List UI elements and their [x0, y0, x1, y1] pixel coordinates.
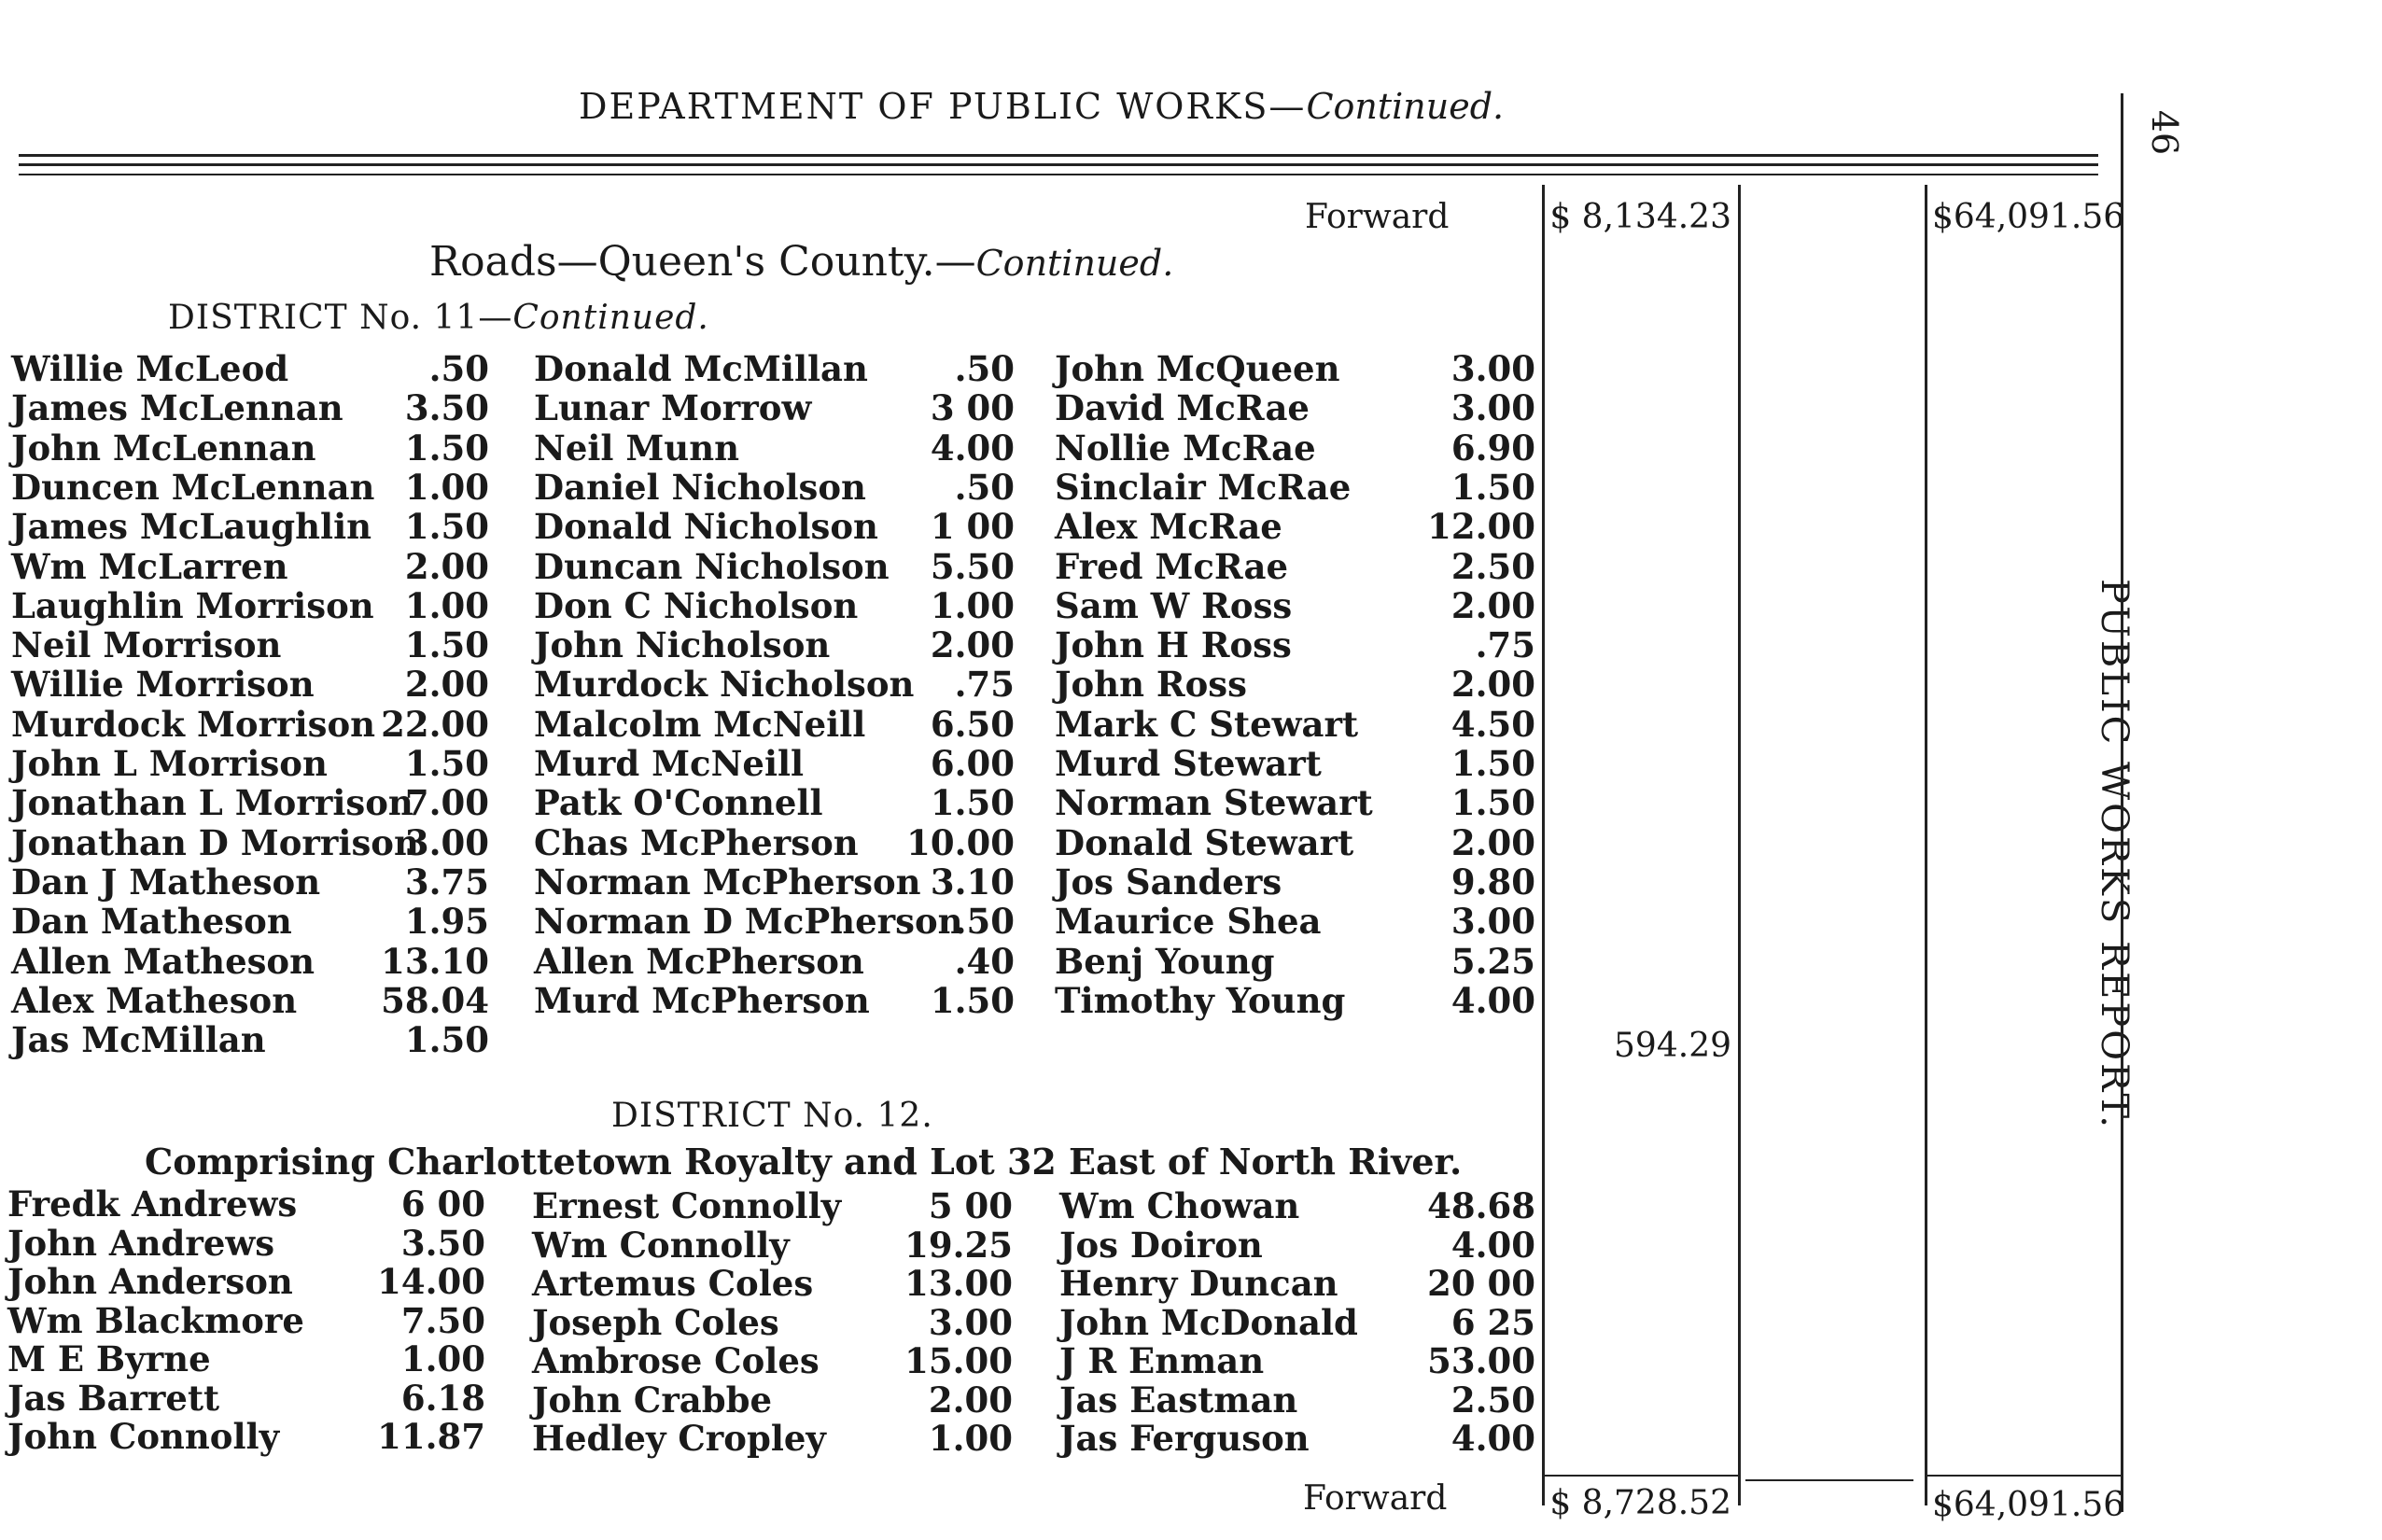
list-item [534, 585, 1015, 624]
entry-name: John Connolly [7, 1416, 280, 1457]
entry-amount: 22.00 [381, 703, 489, 745]
entry-name: Mark C Stewart [1055, 703, 1359, 745]
entry-amount: 6.00 [930, 743, 1015, 784]
money-column-rule-outer [2121, 560, 2123, 1512]
entry-name: Willie McLeod [11, 348, 289, 389]
list-item [532, 1302, 1013, 1341]
header-title: DEPARTMENT OF PUBLIC WORKS— [579, 86, 1307, 127]
entry-amount: .50 [954, 901, 1015, 943]
entry-amount: 3.75 [404, 861, 489, 903]
list-item [1055, 822, 1535, 861]
entry-name: Hedley Cropley [532, 1418, 826, 1459]
entry-amount: 13.10 [381, 940, 489, 982]
entry-amount: 2.00 [928, 1379, 1013, 1421]
entry-amount: 20 00 [1427, 1263, 1535, 1304]
entry-amount: 7.50 [400, 1299, 485, 1341]
entry-amount: .50 [954, 348, 1015, 389]
list-item [534, 427, 1015, 467]
entry-name: John McQueen [1055, 348, 1340, 389]
entry-amount: 2.00 [930, 624, 1015, 666]
entry-name: Chas McPherson [534, 821, 859, 863]
list-item [11, 1019, 489, 1061]
list-item [532, 1185, 1013, 1225]
entry-name: J R Enman [1059, 1340, 1265, 1381]
entry-amount: 3.10 [930, 861, 1015, 903]
entry-name: Donald Stewart [1055, 821, 1354, 863]
forward-top-col2: $64,091.56 [1932, 198, 2125, 236]
forward-label-top: Forward [1305, 198, 1450, 236]
entry-amount: 6.18 [400, 1377, 485, 1419]
entry-name: Sam W Ross [1055, 584, 1293, 626]
list-item [1055, 467, 1535, 506]
entry-amount: 13.00 [904, 1263, 1013, 1304]
entry-name: John Nicholson [534, 624, 831, 666]
entry-name: Alex McRae [1055, 506, 1282, 548]
money-column-rule-left [1542, 185, 1545, 1505]
entry-amount: 1.00 [930, 584, 1015, 626]
entry-name: Duncan Nicholson [534, 545, 890, 587]
entry-name: John Crabbe [532, 1379, 773, 1421]
entry-amount: 9.80 [1450, 861, 1535, 903]
entry-name: Jos Sanders [1055, 861, 1282, 903]
entry-name: Dan J Matheson [11, 861, 321, 903]
entry-name: Joseph Coles [532, 1301, 779, 1343]
district-11-title-continued: Continued. [512, 299, 709, 337]
entry-amount: 1.00 [404, 466, 489, 508]
entry-amount: 58.04 [381, 979, 489, 1021]
entry-name: Alex Matheson [11, 979, 298, 1021]
entry-name: John H Ross [1055, 624, 1292, 666]
list-item [534, 506, 1015, 548]
list-item [11, 941, 489, 980]
district-11-subtotal: 594.29 [1614, 1027, 1731, 1065]
list-item [1059, 1418, 1535, 1457]
entry-amount: 6.90 [1450, 427, 1535, 469]
entry-amount: 5 00 [928, 1185, 1013, 1226]
entry-amount: 14.00 [377, 1261, 485, 1302]
entry-name: Ambrose Coles [532, 1340, 820, 1381]
section-title [429, 238, 1173, 286]
entry-name: John Andrews [7, 1222, 275, 1264]
section-title-continued: Continued. [975, 243, 1174, 284]
list-item [1055, 980, 1535, 1019]
entry-name: Don C Nicholson [534, 584, 859, 626]
entry-amount: 4.50 [1450, 703, 1535, 745]
entry-name: Jos Doiron [1059, 1224, 1263, 1266]
list-item [532, 1225, 1013, 1264]
entry-amount: 10.00 [906, 821, 1015, 863]
entry-name: John Anderson [7, 1261, 293, 1302]
entry-amount: 4.00 [1450, 1418, 1535, 1459]
list-item [1055, 506, 1535, 548]
entry-name: Laughlin Morrison [11, 584, 374, 626]
list-item [7, 1378, 485, 1417]
entry-amount: 3.00 [1450, 901, 1535, 943]
entry-amount: 1.00 [404, 584, 489, 626]
list-item [1055, 782, 1535, 824]
entry-name: Murd Stewart [1055, 743, 1322, 784]
list-item [534, 348, 1015, 387]
entry-amount: 1.50 [1450, 782, 1535, 824]
list-item [1055, 941, 1535, 980]
list-item [1055, 624, 1535, 664]
header-rule-bottom [19, 174, 2098, 175]
entry-name: Donald Nicholson [534, 506, 878, 548]
list-item [534, 901, 1015, 943]
entry-name: Norman McPherson [534, 861, 921, 903]
entry-amount: .75 [954, 664, 1015, 706]
list-item [7, 1338, 485, 1378]
list-item [11, 861, 489, 901]
entry-amount: 2.00 [1450, 664, 1535, 706]
entry-name: James McLennan [11, 387, 343, 429]
entry-name: Artemus Coles [532, 1263, 814, 1304]
list-item [11, 467, 489, 506]
list-item [1055, 901, 1535, 943]
entry-amount: 1.50 [1450, 743, 1535, 784]
entry-amount: 1.50 [404, 743, 489, 784]
entry-name: Henry Duncan [1059, 1263, 1338, 1304]
entry-name: Wm Connolly [532, 1224, 790, 1266]
entry-amount: .40 [954, 940, 1015, 982]
list-item [7, 1261, 485, 1300]
sum-rule-col2 [1925, 1475, 2121, 1477]
money-column-rule-right [1925, 185, 1927, 1505]
entry-name: Willie Morrison [11, 664, 315, 706]
list-item [534, 980, 1015, 1019]
list-item [11, 822, 489, 861]
list-item [11, 624, 489, 664]
list-item [11, 348, 489, 387]
entry-amount: 3.00 [928, 1301, 1013, 1343]
entry-name: Norman D McPherson [534, 901, 963, 943]
list-item [1055, 743, 1535, 782]
entry-amount: 4.00 [1450, 1224, 1535, 1266]
list-item [11, 427, 489, 467]
list-item [11, 782, 489, 824]
list-item [534, 782, 1015, 824]
forward-label-bottom: Forward [1303, 1479, 1448, 1518]
entry-amount: 2.50 [1450, 545, 1535, 587]
list-item [534, 941, 1015, 980]
entry-name: Jas McMillan [11, 1019, 266, 1061]
entry-name: John McDonald [1059, 1301, 1358, 1343]
list-item [534, 861, 1015, 901]
entry-amount: 1.50 [404, 624, 489, 666]
entry-amount: 1.50 [404, 506, 489, 548]
entry-name: Timothy Young [1055, 979, 1346, 1021]
list-item [532, 1263, 1013, 1302]
list-item [11, 506, 489, 548]
entry-amount: .50 [428, 348, 489, 389]
list-item [1059, 1225, 1535, 1264]
entry-name: Jas Eastman [1059, 1379, 1298, 1421]
list-item [532, 1340, 1013, 1379]
entry-name: Nollie McRae [1055, 427, 1316, 469]
list-item [7, 1300, 485, 1339]
forward-bottom-col2: $64,091.56 [1932, 1486, 2125, 1524]
sum-rule-col1 [1542, 1475, 1738, 1477]
entry-amount: 4.00 [1450, 979, 1535, 1021]
list-item [534, 664, 1015, 706]
entry-amount: .75 [1475, 624, 1535, 666]
entry-name: Norman Stewart [1055, 782, 1373, 824]
running-title: PUBLIC WORKS REPORT. [2093, 579, 2136, 1130]
entry-name: Allen Matheson [11, 940, 315, 982]
page-header [579, 86, 1504, 127]
entry-amount: 53.00 [1427, 1340, 1535, 1381]
entry-amount: 5.25 [1450, 940, 1535, 982]
list-item [11, 546, 489, 585]
entry-name: Murdock Nicholson [534, 664, 915, 706]
entry-name: Murd McNeill [534, 743, 805, 784]
entry-amount: 15.00 [904, 1340, 1013, 1381]
entry-amount: 6 25 [1450, 1301, 1535, 1343]
list-item [1059, 1263, 1535, 1302]
list-item [7, 1416, 485, 1455]
list-item [1055, 664, 1535, 706]
list-item [7, 1183, 485, 1223]
list-item [1055, 348, 1535, 387]
entry-amount: 2.00 [1450, 821, 1535, 863]
entry-amount: 3.00 [1450, 348, 1535, 389]
district-12-description: Comprising Charlottetown Royalty and Lot 32 East of North River. [145, 1141, 1463, 1183]
list-item [1055, 861, 1535, 901]
list-item [534, 387, 1015, 427]
entry-name: Sinclair McRae [1055, 466, 1352, 508]
list-item [11, 585, 489, 624]
entry-name: M E Byrne [7, 1338, 211, 1379]
entry-name: Murdock Morrison [11, 703, 376, 745]
entry-amount: 3.50 [400, 1222, 485, 1264]
entry-name: Benj Young [1055, 940, 1275, 982]
list-item [534, 743, 1015, 782]
list-item [534, 624, 1015, 664]
list-item [1055, 704, 1535, 743]
entry-name: Fred McRae [1055, 545, 1289, 587]
list-item [1059, 1302, 1535, 1341]
forward-bottom-col1: $ 8,728.52 [1549, 1484, 1731, 1522]
entry-name: Wm McLarren [11, 545, 288, 587]
entry-amount: 11.87 [377, 1416, 485, 1457]
list-item [7, 1223, 485, 1262]
entry-name: James McLaughlin [11, 506, 372, 548]
entry-amount: 1.50 [404, 1019, 489, 1061]
entry-name: Neil Morrison [11, 624, 282, 666]
entry-name: Daniel Nicholson [534, 466, 866, 508]
entry-amount: 1.50 [930, 782, 1015, 824]
section-title-text: Roads—Queen's County.— [429, 238, 976, 286]
entry-name: Patk O'Connell [534, 782, 823, 824]
entry-amount: 2.00 [404, 664, 489, 706]
entry-amount: 1.50 [404, 427, 489, 469]
sum-rule-mid [1745, 1479, 1913, 1481]
list-item [534, 546, 1015, 585]
entry-name: Lunar Morrow [534, 387, 812, 429]
entry-name: Jas Barrett [7, 1377, 220, 1419]
entry-name: John L Morrison [11, 743, 328, 784]
margin-rule [2121, 93, 2123, 560]
list-item [534, 822, 1015, 861]
entry-amount: 3.00 [1450, 387, 1535, 429]
list-item [11, 387, 489, 427]
entry-amount: 1.50 [930, 979, 1015, 1021]
entry-amount: .50 [954, 466, 1015, 508]
header-rule-middle [19, 163, 2098, 166]
entry-amount: 48.68 [1427, 1185, 1535, 1226]
district-11-title-text: DISTRICT No. 11— [168, 299, 513, 337]
page-number: 46 [2144, 109, 2186, 156]
entry-name: Donald McMillan [534, 348, 868, 389]
entry-amount: 7.00 [404, 782, 489, 824]
forward-top-col1: $ 8,134.23 [1549, 198, 1731, 236]
entry-name: Dan Matheson [11, 901, 292, 943]
entry-amount: 1.00 [928, 1418, 1013, 1459]
entry-amount: 1.50 [1450, 466, 1535, 508]
list-item [11, 704, 489, 743]
list-item [11, 901, 489, 943]
entry-amount: 6.50 [930, 703, 1015, 745]
entry-amount: 3 00 [930, 387, 1015, 429]
list-item [532, 1418, 1013, 1457]
list-item [11, 980, 489, 1019]
entry-name: Fredk Andrews [7, 1183, 298, 1225]
entry-name: Neil Munn [534, 427, 740, 469]
entry-name: John Ross [1055, 664, 1247, 706]
entry-amount: 1.95 [404, 901, 489, 943]
entry-amount: 6 00 [400, 1183, 485, 1225]
entry-name: David McRae [1055, 387, 1310, 429]
list-item [1055, 427, 1535, 467]
list-item [534, 704, 1015, 743]
entry-name: Jas Ferguson [1059, 1418, 1310, 1459]
entry-amount: 5.50 [930, 545, 1015, 587]
list-item [1055, 585, 1535, 624]
entry-amount: 19.25 [904, 1224, 1013, 1266]
list-item [534, 467, 1015, 506]
list-item [1055, 546, 1535, 585]
entry-amount: 12.00 [1427, 506, 1535, 548]
list-item [11, 743, 489, 782]
list-item [1059, 1185, 1535, 1225]
entry-name: Jonathan L Morrison [11, 782, 413, 824]
entry-name: Murd McPherson [534, 979, 870, 1021]
entry-name: Wm Blackmore [7, 1299, 304, 1341]
entry-amount: 3.50 [404, 387, 489, 429]
entry-amount: 1.00 [400, 1338, 485, 1379]
district-12-title: DISTRICT No. 12. [611, 1097, 933, 1135]
entry-name: Duncen McLennan [11, 466, 375, 508]
list-item [11, 664, 489, 706]
list-item [532, 1379, 1013, 1419]
list-item [1059, 1340, 1535, 1379]
entry-name: Malcolm McNeill [534, 703, 866, 745]
header-rule-top [19, 154, 2098, 157]
entry-name: Jonathan D Morrison [11, 821, 419, 863]
entry-name: Ernest Connolly [532, 1185, 842, 1226]
entry-amount: 2.50 [1450, 1379, 1535, 1421]
money-column-rule-mid [1738, 185, 1741, 1505]
list-item [1055, 387, 1535, 427]
list-item [1059, 1379, 1535, 1419]
entry-amount: 3.00 [404, 821, 489, 863]
entry-name: John McLennan [11, 427, 316, 469]
header-title-continued: Continued. [1306, 86, 1505, 127]
entry-amount: 4.00 [930, 427, 1015, 469]
entry-amount: 1 00 [930, 506, 1015, 548]
entry-name: Maurice Shea [1055, 901, 1322, 943]
district-11-title [168, 299, 709, 337]
entry-amount: 2.00 [404, 545, 489, 587]
entry-amount: 2.00 [1450, 584, 1535, 626]
entry-name: Allen McPherson [534, 940, 864, 982]
entry-name: Wm Chowan [1059, 1185, 1300, 1226]
